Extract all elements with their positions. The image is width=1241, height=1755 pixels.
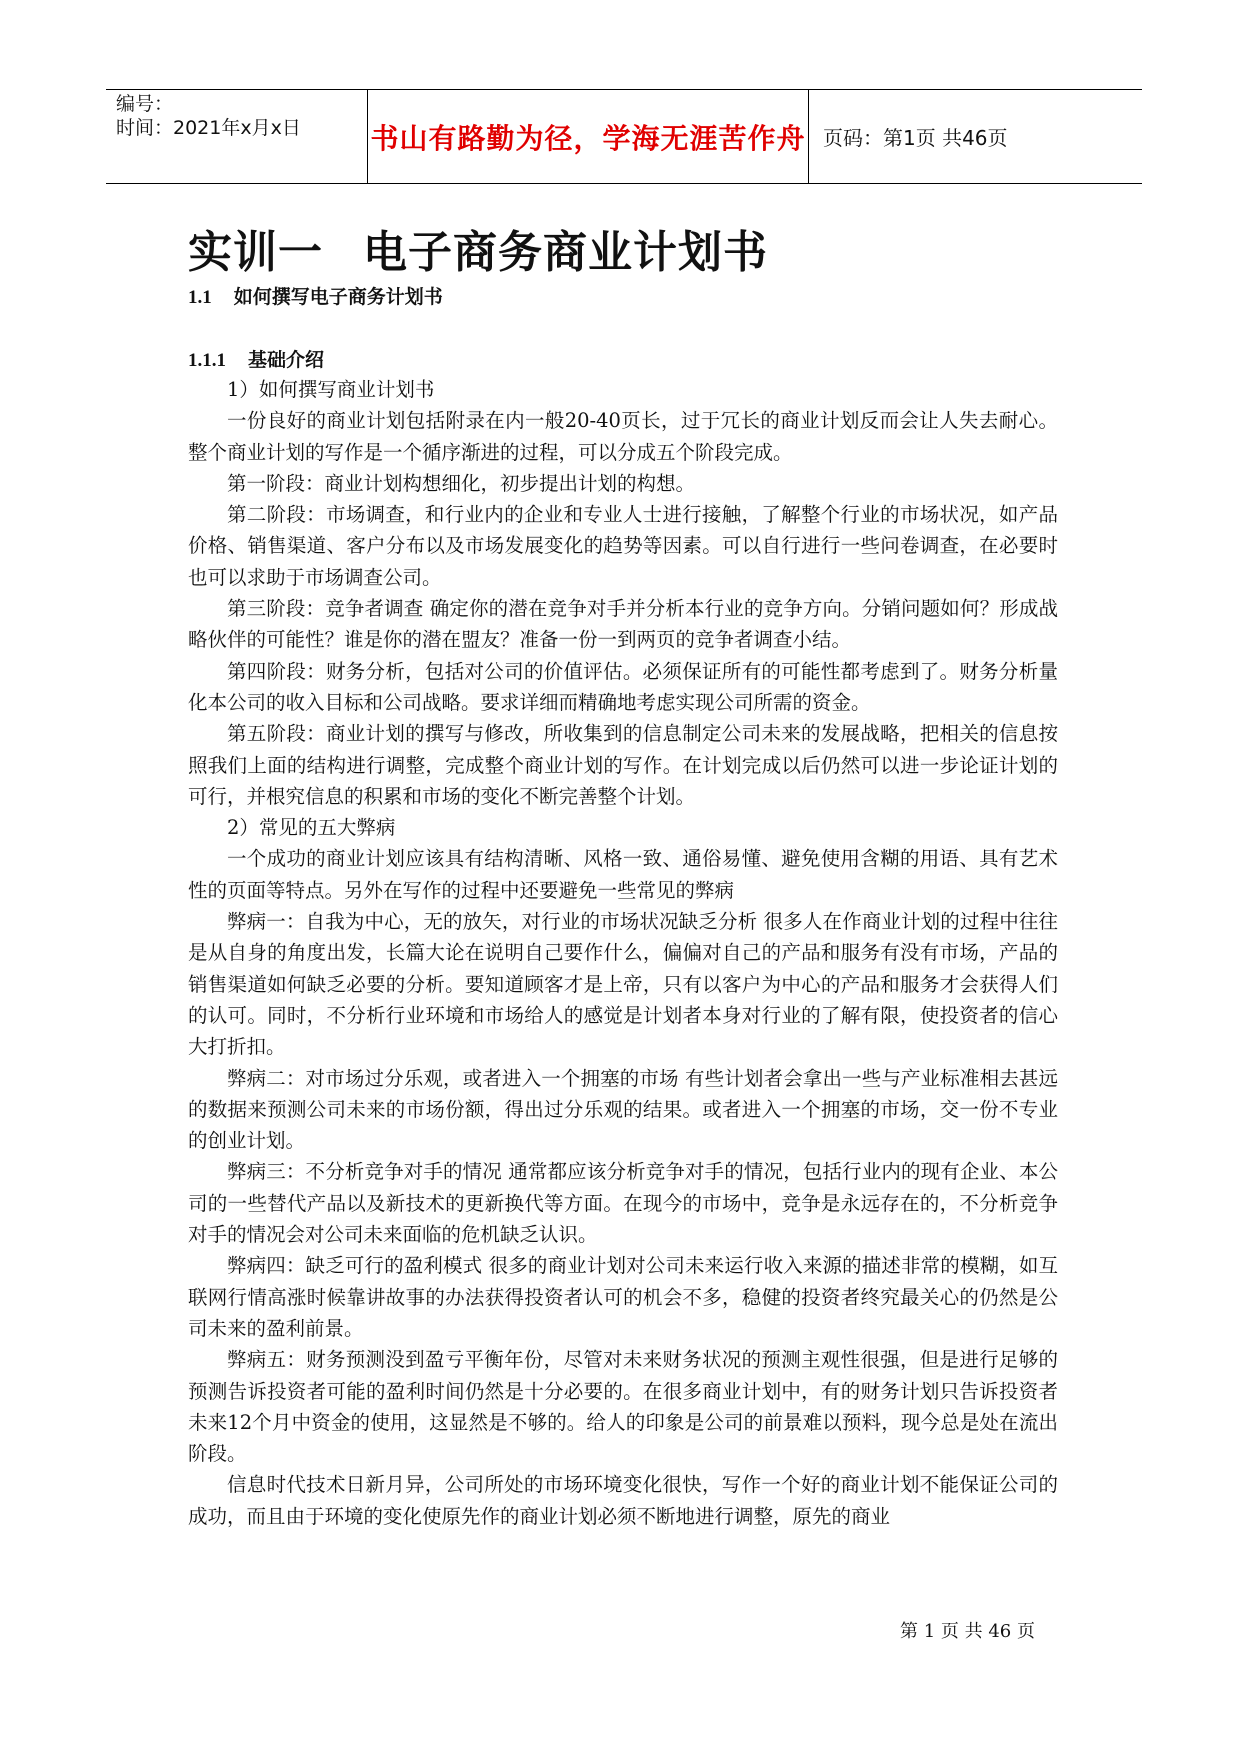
- paragraph: 一个成功的商业计划应该具有结构清晰、风格一致、通俗易懂、避免使用含糊的用语、具有艺术性的页面等特点。另外在写作的过程中还要避免一些常见的弊病: [188, 847, 1058, 902]
- paragraph: 1）如何撰写商业计划书: [227, 378, 435, 401]
- title-part1: 实训一: [188, 227, 323, 278]
- paragraph: 弊病三：不分析竞争对手的情况 通常都应该分析竞争对手的情况，包括行业内的现有企业、本公司的一些替代产品以及新技术的更新换代等方面。在现今的市场中，竞争是永远存在的，不分析竞争对手的情况会对公司未来面临的危机缺乏认识。: [188, 1160, 1058, 1247]
- paragraph: 第五阶段：商业计划的撰写与修改，所收集到的信息制定公司未来的发展战略，把相关的信息按照我们上面的结构进行调整，完成整个商业计划的写作。在计划完成以后仍然可以进一步论证计划的可行，并根究信息的积累和市场的变化不断完善整个计划。: [188, 722, 1058, 808]
- section-heading: [188, 282, 443, 309]
- paragraph: 第四阶段：财务分析，包括对公司的价值评估。必须保证所有的可能性都考虑到了。财务分析量化本公司的收入目标和公司战略。要求详细而精确地考虑实现公司所需的资金。: [188, 659, 1058, 714]
- paragraph: 弊病四：缺乏可行的盈利模式 很多的商业计划对公司未来运行收入来源的描述非常的模糊，如互联网行情高涨时候靠讲故事的办法获得投资者认可的机会不多，稳健的投资者终究最关心的仍然是公司未来的盈利前景。: [188, 1254, 1058, 1340]
- header-page-info: 页码：第1页 共46页: [823, 126, 1008, 150]
- paragraph: 第三阶段：竞争者调查 确定你的潜在竞争对手并分析本行业的竞争方向。分销问题如何？形成战略伙伴的可能性？谁是你的潜在盟友？准备一份一到两页的竞争者调查小结。: [188, 597, 1058, 652]
- header-meta: [116, 92, 371, 180]
- document-title: [188, 216, 768, 280]
- section-number: 1.1: [188, 287, 212, 308]
- section-title: 如何撰写电子商务计划书: [233, 286, 443, 308]
- paragraph: 第一阶段：商业计划构想细化，初步提出计划的构想。: [227, 471, 696, 495]
- time-label: 时间：2021年x月x日: [116, 117, 301, 139]
- body-text: [188, 374, 1058, 1532]
- title-part2: 电子商务商业计划书: [363, 227, 768, 278]
- paragraph: 信息时代技术日新月异，公司所处的市场环境变化很快，写作一个好的商业计划不能保证公司的成功，而且由于环境的变化使原先作的商业计划必须不断地进行调整，原先的商业: [188, 1473, 1058, 1528]
- paragraph: 2）常见的五大弊病: [227, 816, 396, 840]
- paragraph: 弊病一：自我为中心，无的放矢，对行业的市场状况缺乏分析 很多人在作商业计划的过程中往往是从自身的角度出发，长篇大论在说明自己要作什么，偏偏对自己的产品和服务有没有市场，产品的销售渠道如何缺乏必要的分析。要知道顾客才是上帝，只有以客户为中心的产品和服务才会获得人们的认可。同时，不分析行业环境和市场给人的感觉是计划者本身对行业的了解有限，使投资者的信心大打折扣。: [188, 910, 1058, 1059]
- paragraph: 弊病二：对市场过分乐观，或者进入一个拥塞的市场 有些计划者会拿出一些与产业标准相去甚远的数据来预测公司未来的市场份额，得出过分乐观的结果。或者进入一个拥塞的市场，交一份不专业的创业计划。: [188, 1066, 1058, 1153]
- subsection-number: 1.1.1: [188, 350, 226, 371]
- page-footer: 第 1 页 共 46 页: [900, 1621, 1035, 1642]
- subsection-heading: [188, 345, 324, 372]
- subsection-title: 基础介绍: [248, 349, 325, 371]
- paragraph: 第二阶段：市场调查，和行业内的企业和专业人士进行接触，了解整个行业的市场状况，如产品价格、销售渠道、客户分布以及市场发展变化的趋势等因素。可以自行进行一些问卷调查，在必要时也可以求助于市场调查公司。: [188, 503, 1058, 589]
- paragraph: 弊病五：财务预测没到盈亏平衡年份，尽管对未来财务状况的预测主观性很强，但是进行足够的预测告诉投资者可能的盈利时间仍然是十分必要的。在很多商业计划中，有的财务计划只告诉投资者未来12个月中资金的使用，这显然是不够的。给人的印象是公司的前景难以预料，现今总是处在流出阶段。: [188, 1348, 1058, 1466]
- header-motto: 书山有路勤为径，学海无涯苦作舟: [370, 121, 806, 155]
- number-label: 编号：: [116, 93, 174, 115]
- page-header-table: [106, 89, 1142, 184]
- paragraph: 一份良好的商业计划包括附录在内一般20-40页长，过于冗长的商业计划反而会让人失去耐心。整个商业计划的写作是一个循序渐进的过程，可以分成五个阶段完成。: [188, 409, 1058, 464]
